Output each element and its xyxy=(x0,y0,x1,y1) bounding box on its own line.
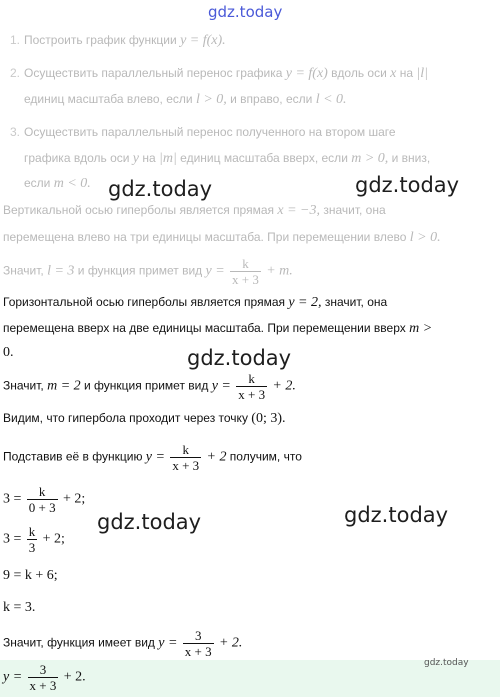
vertical-line-1-formula: x = −3, xyxy=(277,203,320,218)
step-2-text-b: вдоль оси xyxy=(331,66,387,80)
equation-1-fraction xyxy=(27,484,58,515)
fraction-denominator: x + 3 xyxy=(184,644,212,659)
horizontal-line-1-text-a: Горизонтальной осью гиперболы является прямая xyxy=(3,295,285,309)
watermark-right-1: gdz.today xyxy=(355,173,460,197)
step-2-line-2-text-b: и вправо, если xyxy=(230,92,313,106)
substitute-tail: + 2 xyxy=(206,449,227,465)
equation-2 xyxy=(3,524,65,555)
step-3-line-2-text-b: на xyxy=(142,151,156,165)
watermark-left-2: gdz.today xyxy=(97,510,202,534)
step-2-line-1 xyxy=(10,66,428,82)
conclusion-line xyxy=(3,628,242,659)
step-1-text: Построить график функции xyxy=(24,33,177,47)
vertical-line-2 xyxy=(3,230,441,246)
answer-y: y = xyxy=(3,669,23,685)
conclusion-fraction xyxy=(183,628,214,659)
step-2-number: 2. xyxy=(10,66,21,80)
fraction-denominator: x + 3 xyxy=(238,387,266,402)
horizontal-line-4-y: y = xyxy=(211,378,231,394)
answer-line xyxy=(3,662,86,693)
vertical-line-1-text-a: Вертикальной осью гиперболы является прямая xyxy=(3,203,275,217)
horizontal-line-4-formula: m = 2 xyxy=(47,378,81,394)
fraction-denominator: x + 3 xyxy=(172,458,200,473)
vertical-line-3-y: y = xyxy=(205,263,225,279)
equation-4: k = 3. xyxy=(3,600,36,615)
step-3-line-2-text-d: и вниз, xyxy=(391,151,431,165)
step-3-line-3 xyxy=(24,176,91,192)
substitute-y: y = xyxy=(145,449,165,465)
substitute-text-b: получим, что xyxy=(229,449,302,464)
step-3-line-3-text: если xyxy=(24,176,51,190)
horizontal-line-2 xyxy=(3,321,432,337)
horizontal-line-1 xyxy=(3,295,387,311)
step-2-formula-e: l < 0. xyxy=(315,92,347,107)
fraction-numerator: k xyxy=(248,371,255,386)
step-2-line-2 xyxy=(24,92,347,108)
watermark-right-2: gdz.today xyxy=(344,503,449,527)
equation-1-lhs: 3 = xyxy=(3,491,22,507)
horizontal-line-4-text-b: и функция примет вид xyxy=(84,378,209,393)
fraction-numerator: k xyxy=(182,442,189,457)
conclusion-tail: + 2. xyxy=(218,635,243,651)
step-3-formula-a: y xyxy=(132,151,140,166)
equation-2-lhs: 3 = xyxy=(3,531,22,547)
fraction-denominator: x + 3 xyxy=(232,272,259,287)
equation-3: 9 = k + 6; xyxy=(3,568,58,583)
vertical-line-3-text-a: Значит, xyxy=(3,263,44,278)
step-2-formula-d: l > 0, xyxy=(195,92,227,107)
horizontal-line-4-text-a: Значит, xyxy=(3,378,44,393)
horizontal-line-4 xyxy=(3,371,296,402)
fraction-denominator: x + 3 xyxy=(29,678,57,693)
horizontal-line-4-fraction xyxy=(236,371,267,402)
substitute-text-a: Подставив её в функцию xyxy=(3,449,143,464)
horizontal-line-1-formula: y = 2, xyxy=(288,295,322,310)
equation-1-tail: + 2; xyxy=(62,491,86,507)
step-3-line-2-text-a: графика вдоль оси xyxy=(24,151,130,165)
step-2-formula-a: y = f(x) xyxy=(285,66,328,81)
substitute-line xyxy=(3,442,302,473)
step-3-formula-d: m < 0. xyxy=(53,176,91,191)
step-2-line-2-text-a: единиц масштаба влево, если xyxy=(24,92,193,106)
equation-2-tail: + 2; xyxy=(42,531,65,547)
step-3-line-1 xyxy=(10,125,396,139)
step-2-formula-c: |l| xyxy=(416,66,428,81)
vertical-line-1-text-b: значит, она xyxy=(323,203,386,217)
step-3-number: 3. xyxy=(10,125,21,139)
step-1 xyxy=(10,33,226,49)
step-2-formula-b: x xyxy=(390,66,397,81)
vertical-line-2-formula: l > 0. xyxy=(409,230,441,245)
equation-2-fraction xyxy=(27,524,38,555)
watermark-small: gdz.today xyxy=(424,658,469,668)
fraction-numerator: 3 xyxy=(194,628,202,643)
step-2-text-a: Осуществить параллельный перенос графика xyxy=(24,66,283,80)
fraction-numerator: k xyxy=(38,484,46,499)
watermark-left-1: gdz.today xyxy=(108,177,213,201)
vertical-line-2-text: перемещена влево на три единицы масштаба. При перемещении влево xyxy=(3,230,407,244)
step-1-formula: y = f(x). xyxy=(180,33,226,48)
vertical-line-3-formula: l = 3 xyxy=(47,263,75,279)
top-watermark: gdz.today xyxy=(208,3,283,21)
horizontal-line-3: 0. xyxy=(3,345,14,360)
fraction-numerator: k xyxy=(28,524,36,539)
fraction-denominator: 3 xyxy=(28,540,36,555)
substitute-fraction xyxy=(170,442,201,473)
vertical-line-3-fraction xyxy=(230,256,261,287)
step-3-text: Осуществить параллельный перенос полученного на втором шаге xyxy=(24,125,396,139)
vertical-line-3-text-b: и функция примет вид xyxy=(77,263,203,278)
step-3-formula-b: |m| xyxy=(159,151,177,166)
vertical-line-1 xyxy=(3,203,386,219)
equation-1 xyxy=(3,484,85,515)
conclusion-y: y = xyxy=(158,635,178,651)
point-text: Видим, что гипербола проходит через точку xyxy=(3,411,248,425)
point-formula: (0; 3). xyxy=(251,411,286,426)
fraction-denominator: 0 + 3 xyxy=(28,500,56,515)
watermark-center: gdz.today xyxy=(187,346,292,370)
vertical-line-3-tail: + m. xyxy=(266,263,293,279)
answer-fraction xyxy=(28,662,59,693)
vertical-line-3 xyxy=(3,256,293,287)
step-2-text-c: на xyxy=(399,66,414,80)
fraction-numerator: 3 xyxy=(39,662,47,677)
fraction-numerator: k xyxy=(242,256,249,271)
point-line xyxy=(3,411,286,427)
horizontal-line-4-tail: + 2. xyxy=(272,378,296,394)
horizontal-line-2-formula: m > xyxy=(409,321,433,336)
step-1-number: 1. xyxy=(10,33,21,47)
conclusion-text: Значит, функция имеет вид xyxy=(3,635,155,650)
step-3-line-2 xyxy=(24,151,430,167)
horizontal-line-1-text-b: значит, она xyxy=(324,295,388,309)
step-3-line-2-text-c: единиц масштаба вверх, если xyxy=(180,151,348,165)
horizontal-line-2-text: перемещена вверх на две единицы масштаба. При перемещении вверх xyxy=(3,321,406,335)
step-3-formula-c: m > 0, xyxy=(351,151,389,166)
answer-tail: + 2. xyxy=(63,669,86,685)
